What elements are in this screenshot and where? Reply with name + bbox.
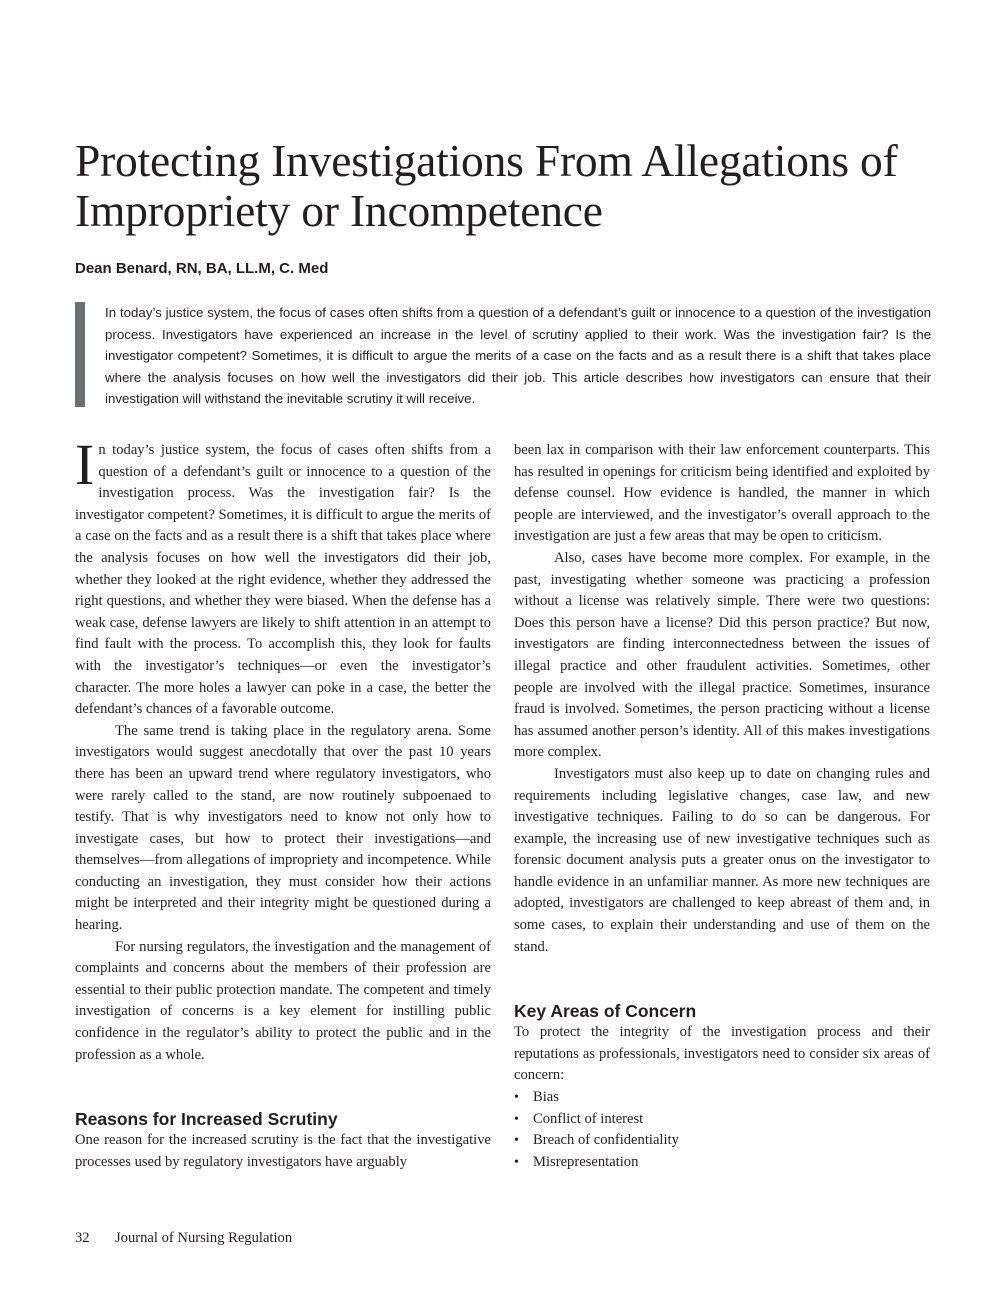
section-heading-key-areas: Key Areas of Concern (514, 1001, 697, 1022)
intro-paragraph (75, 432, 491, 721)
body-paragraph: One reason for the increased scrutiny is the fact that the investigative processes used by regulatory investigators have arguably (75, 1132, 491, 1170)
bullet-icon: • (514, 1111, 519, 1127)
body-paragraph: For nursing regulators, the investigation and the management of complaints and concerns about the members of their profession are essential to their public protection mandate. The competent and timely investigation of concerns is a key element for instilling public confidence in the regulator’s ability to protect the public and in the profession as a whole. (75, 938, 491, 1063)
concern-list (514, 1087, 930, 1173)
left-column (75, 432, 491, 1173)
intro-paragraph-text: n today’s justice system, the focus of cases often shifts from a question of a defendant’s guilt or innocence to a question of the investigation process. Was the investigation fair? Is the investigator competent? Sometimes, it is difficult to argue the merits of a case on the facts and as a result there is a shift that takes place where the analysis focuses on how well the investigators did their job, whether they looked at the right evidence, whether they addressed the right questions, and whether they were biased. When the defense has a weak case, defense lawyers are likely to shift attention in an attempt to find fault with the process. To accomplish this, they look for faults with the investigator’s techniques—or even the investigator’s character. The more holes a lawyer can poke in a case, the better the defendant’s chances of a favorable outcome. (75, 442, 491, 718)
body-paragraph: To protect the integrity of the investigation process and their reputations as professionals, investigators need to consider six areas of concern: (514, 1024, 930, 1084)
body-paragraph: Investigators must also keep up to date on changing rules and requirements including legislative changes, case law, and new investigative techniques. Failing to do so can be dangerous. For example, the increasing use of new investigative techniques such as forensic document analysis puts a greater onus on the investigator to handle evidence in an unfamiliar manner. As more new techniques are adopted, investigators are challenged to keep abreast of them and, in some cases, to explain their understanding and use of them on the stand. (514, 765, 930, 955)
author-byline: Dean Benard, RN, BA, LL.M, C. Med (75, 260, 329, 277)
list-item: • Bias (514, 1087, 930, 1109)
body-paragraph: been lax in comparison with their law enforcement counterparts. This has resulted in openings for criticism being identified and exploited by defense counsel. How evidence is handled, the manner in which people are interviewed, and the investigator’s overall approach to the investigation are just a few areas that may be open to criticism. (514, 442, 930, 545)
section-heading-reasons: Reasons for Increased Scrutiny (75, 1109, 338, 1130)
list-item: • Breach of confidentiality (514, 1130, 930, 1152)
drop-cap: I (75, 432, 95, 497)
abstract: In today’s justice system, the focus of cases often shifts from a question of a defendant’s guilt or innocence to a question of the investigation process. Investigators have experienced an increase in the level of scrutiny applied to their work. Was the investigation fair? Is the investigator competent? Sometimes, it is difficult to argue the merits of a case on the facts and as a result there is a shift that takes place where the analysis focuses on how well the investigators did their job. This article describes how investigators can ensure that their investigation will withstand the inevitable scrutiny it will receive. (105, 305, 931, 407)
body-paragraph: The same trend is taking place in the regulatory arena. Some investigators would suggest anecdotally that over the past 10 years there has been an upward trend where regulatory investigators, who were rarely called to the stand, are now routinely subpoenaed to testify. That is why investigators need to know not only how to investigate cases, but how to protect their investigations—and themselves—from allegations of impropriety and incompetence. While conducting an investigation, they must consider how their actions might be interpreted and their integrity might be questioned during a hearing. (75, 722, 491, 934)
page-footer (75, 1228, 292, 1248)
bullet-icon: • (514, 1133, 519, 1149)
journal-name: Journal of Nursing Regulation (115, 1230, 293, 1246)
article-title: Protecting Investigations From Allegations of Impropriety or Incompetence (75, 135, 898, 236)
page-number: 32 (75, 1230, 90, 1246)
list-item: • Conflict of interest (514, 1109, 930, 1131)
abstract-accent-bar (75, 302, 85, 407)
bullet-icon: • (514, 1154, 519, 1170)
list-item: • Misrepresentation (514, 1152, 930, 1174)
right-column (514, 440, 930, 1173)
body-paragraph: Also, cases have become more complex. For example, in the past, investigating whether someone was practicing a profession without a license was relatively simple. There were two questions: Does this person have a license? Did this person practice? But now, investigators are finding interconnectedness between the issues of illegal practice and other fraudulent activities. Sometimes, other people are involved with the illegal practice. Sometimes, insurance fraud is involved. Sometimes, the person practicing without a license has assumed another person’s identity. All of this makes investigations more complex. (514, 549, 930, 761)
bullet-icon: • (514, 1090, 519, 1106)
